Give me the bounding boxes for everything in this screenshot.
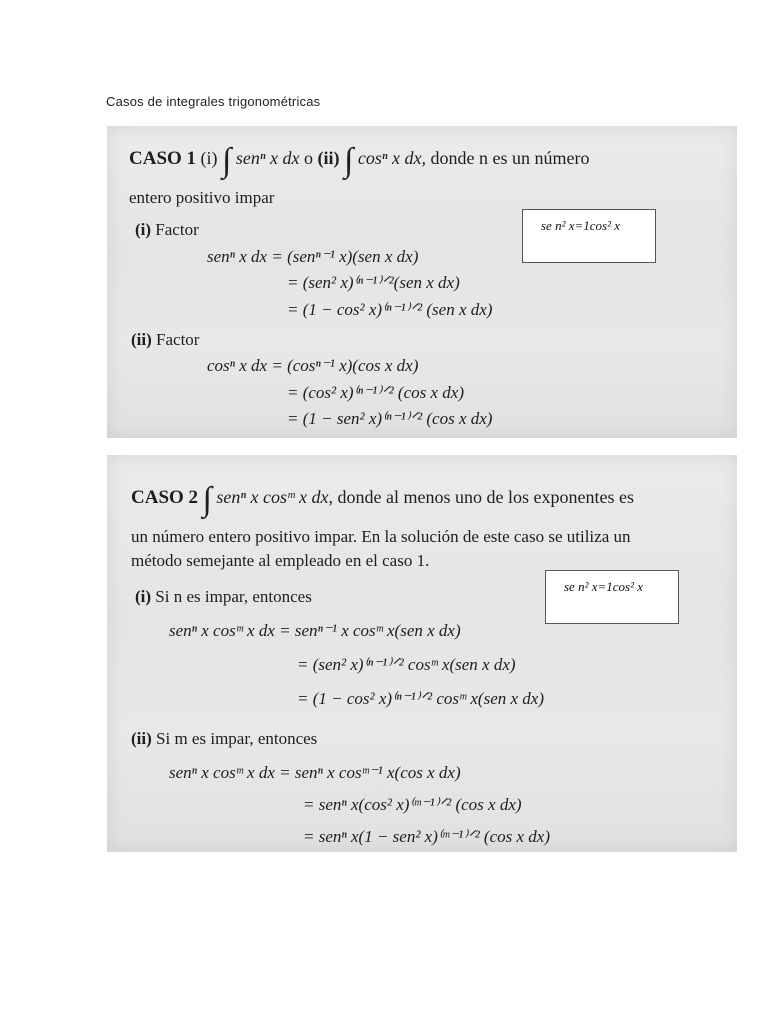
integral-icon: ∫ — [344, 142, 354, 179]
case2-i-line3: = (1 − cos² x)⁽ⁿ⁻¹⁾ᐟ² cosᵐ x(sen x dx) — [297, 689, 545, 708]
identity-note-2 — [545, 570, 679, 624]
case2-ii-heading — [131, 729, 317, 749]
case1-ii-line1: cosⁿ x dx = (cosⁿ⁻¹ x)(cos x dx) — [207, 356, 419, 375]
case1-condition: donde n es un número — [430, 148, 590, 168]
case1-header — [129, 142, 590, 179]
case2-i-line2: = (sen² x)⁽ⁿ⁻¹⁾ᐟ² cosᵐ x(sen x dx) — [297, 655, 516, 674]
case1-i-heading — [135, 220, 199, 240]
case1-opt2-expr: cosⁿ x dx, — [357, 148, 427, 168]
identity-note-1 — [522, 209, 656, 263]
case1-title: CASO 1 — [129, 148, 197, 169]
identity-note-1-text: se n² x=1cos² x — [541, 218, 621, 233]
case2-i-heading — [135, 587, 312, 607]
case1-i-line3: = (1 − cos² x)⁽ⁿ⁻¹⁾ᐟ² (sen x dx) — [287, 300, 493, 319]
case1-i-title: Factor — [155, 220, 199, 239]
case2-expr: senⁿ x cosᵐ x dx, — [216, 487, 334, 507]
case1-i-label: (i) — [135, 220, 152, 239]
case2-i-line1: senⁿ x cosᵐ x dx = senⁿ⁻¹ x cosᵐ x(sen x dx) — [169, 621, 461, 640]
case2-ii-line2: = senⁿ x(cos² x)⁽ᵐ⁻¹⁾ᐟ² (cos x dx) — [303, 795, 522, 814]
case2-condition-line3: método semejante al empleado en el caso 1. — [131, 551, 430, 570]
case2-i-label: (i) — [135, 587, 152, 606]
case1-i-line2: = (sen² x)⁽ⁿ⁻¹⁾ᐟ²(sen x dx) — [287, 273, 460, 292]
case2-ii-label: (ii) — [131, 729, 152, 748]
case1-ii-title: Factor — [156, 330, 200, 349]
case2-title: CASO 2 — [131, 487, 199, 508]
case1-i-line1: senⁿ x dx = (senⁿ⁻¹ x)(sen x dx) — [207, 247, 419, 266]
case1-opt2-label: (ii) — [317, 148, 340, 168]
case1-scan — [107, 126, 737, 438]
case2-i-title: Si n es impar, entonces — [155, 587, 312, 606]
identity-note-2-text: se n² x=1cos² x — [564, 579, 644, 594]
case2-header — [131, 481, 634, 518]
integral-icon: ∫ — [222, 142, 232, 179]
integral-icon: ∫ — [202, 481, 212, 518]
case1-ii-line2: = (cos² x)⁽ⁿ⁻¹⁾ᐟ² (cos x dx) — [287, 383, 464, 402]
case1-ii-label: (ii) — [131, 330, 152, 349]
case2-condition-line2: un número entero positivo impar. En la solución de este caso se utiliza un — [131, 527, 631, 546]
case2-ii-title: Si m es impar, entonces — [156, 729, 318, 748]
case1-connector: o — [304, 148, 314, 168]
case1-opt1-label: (i) — [200, 148, 218, 168]
case2-ii-line1: senⁿ x cosᵐ x dx = senⁿ x cosᵐ⁻¹ x(cos x dx) — [169, 763, 461, 782]
case2-scan — [107, 455, 737, 852]
case1-ii-heading — [131, 330, 199, 350]
case1-ii-line3: = (1 − sen² x)⁽ⁿ⁻¹⁾ᐟ² (cos x dx) — [287, 409, 493, 428]
case1-opt1-expr: senⁿ x dx — [235, 148, 300, 168]
case1-condition-line2: entero positivo impar — [129, 188, 275, 207]
case2-condition: donde al menos uno de los exponentes es — [337, 487, 634, 507]
page-heading: Casos de integrales trigonométricas — [106, 94, 321, 109]
case2-ii-line3: = senⁿ x(1 − sen² x)⁽ᵐ⁻¹⁾ᐟ² (cos x dx) — [303, 827, 551, 846]
